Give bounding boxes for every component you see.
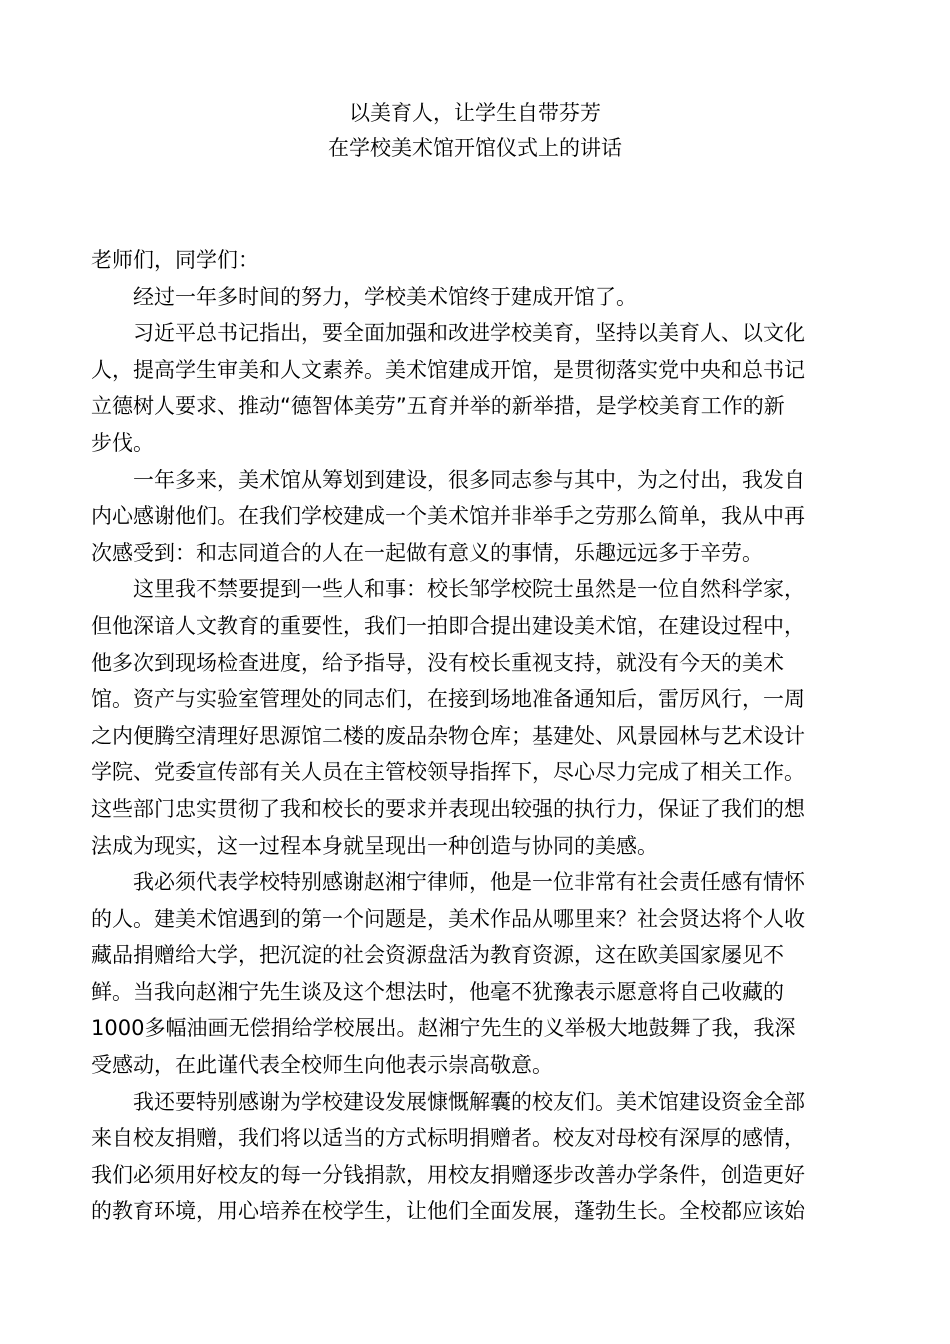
paragraph-line: 馆。资产与实验室管理处的同志们，在接到场地准备通知后，雷厉风行，一周 xyxy=(91,687,805,712)
document-body xyxy=(91,242,859,1230)
paragraph-line: 人，提高学生审美和人文素养。美术馆建成开馆，是贯彻落实党中央和总书记 xyxy=(91,357,805,382)
paragraph-line: 之内便腾空清理好思源馆二楼的废品杂物仓库；基建处、风景园林与艺术设计 xyxy=(91,723,805,748)
paragraph-line: 的人。建美术馆遇到的第一个问题是，美术作品从哪里来？社会贤达将个人收 xyxy=(91,906,805,931)
paragraph-line: 法成为现实，这一过程本身就呈现出一种创造与协同的美感。 xyxy=(91,833,658,858)
paragraph-line: 来自校友捐赠，我们将以适当的方式标明捐赠者。校友对母校有深厚的感情， xyxy=(91,1126,805,1151)
paragraph xyxy=(91,864,859,1084)
paragraph-line: 学院、党委宣传部有关人员在主管校领导指挥下，尽心尽力完成了相关工作。 xyxy=(91,760,805,785)
document-title: 以美育人，让学生自带芬芳 xyxy=(349,101,601,125)
paragraph xyxy=(91,315,859,461)
paragraph-line: 经过一年多时间的努力，学校美术馆终于建成开馆了。 xyxy=(133,284,637,309)
paragraph xyxy=(91,279,859,316)
paragraph-line: 立德树人要求、推动“德智体美劳”五育并举的新举措，是学校美育工作的新 xyxy=(91,394,785,419)
paragraph-line: 这里我不禁要提到一些人和事：校长邹学校院士虽然是一位自然科学家， xyxy=(133,577,805,602)
paragraph-line: 我还要特别感谢为学校建设发展慷慨解囊的校友们。美术馆建设资金全部 xyxy=(133,1089,805,1114)
document-subtitle: 在学校美术馆开馆仪式上的讲话 xyxy=(328,136,622,160)
paragraph-line: 他多次到现场检查进度，给予指导，没有校长重视支持，就没有今天的美术 xyxy=(91,650,784,675)
paragraph xyxy=(91,462,859,572)
paragraph-line: 次感受到：和志同道合的人在一起做有意义的事情，乐趣远远多于辛劳。 xyxy=(91,540,763,565)
salutation: 老师们，同学们： xyxy=(91,248,259,272)
paragraph-line: 一年多来，美术馆从筹划到建设，很多同志参与其中，为之付出，我发自 xyxy=(133,467,805,492)
paragraph-line: 我必须代表学校特别感谢赵湘宁律师，他是一位非常有社会责任感有情怀 xyxy=(133,870,805,895)
paragraph xyxy=(91,1084,859,1230)
paragraph xyxy=(91,571,859,864)
paragraph-line: 习近平总书记指出，要全面加强和改进学校美育，坚持以美育人、以文化 xyxy=(133,321,805,346)
paragraph-line: 内心感谢他们。在我们学校建成一个美术馆并非举手之劳那么简单，我从中再 xyxy=(91,504,805,529)
paragraph-line: 步伐。 xyxy=(91,430,154,455)
paragraph-line: 我们必须用好校友的每一分钱捐款，用校友捐赠逐步改善办学条件，创造更好 xyxy=(91,1162,805,1187)
paragraph-line: 但他深谙人文教育的重要性，我们一拍即合提出建设美术馆，在建设过程中， xyxy=(91,613,805,638)
title-block xyxy=(0,96,950,166)
paragraph-line: 这些部门忠实贯彻了我和校长的要求并表现出较强的执行力，保证了我们的想 xyxy=(91,796,805,821)
paragraph-list xyxy=(91,279,859,1230)
paragraph-line: 受感动，在此谨代表全校师生向他表示崇高敬意。 xyxy=(91,1053,553,1078)
paragraph-line: 藏品捐赠给大学，把沉淀的社会资源盘活为教育资源，这在欧美国家屡见不 xyxy=(91,943,784,968)
paragraph-line: 1000多幅油画无偿捐给学校展出。赵湘宁先生的义举极大地鼓舞了我，我深 xyxy=(91,1016,796,1041)
paragraph-line: 的教育环境，用心培养在校学生，让他们全面发展，蓬勃生长。全校都应该始 xyxy=(91,1199,805,1224)
paragraph-line: 鲜。当我向赵湘宁先生谈及这个想法时，他毫不犹豫表示愿意将自己收藏的 xyxy=(91,979,784,1004)
